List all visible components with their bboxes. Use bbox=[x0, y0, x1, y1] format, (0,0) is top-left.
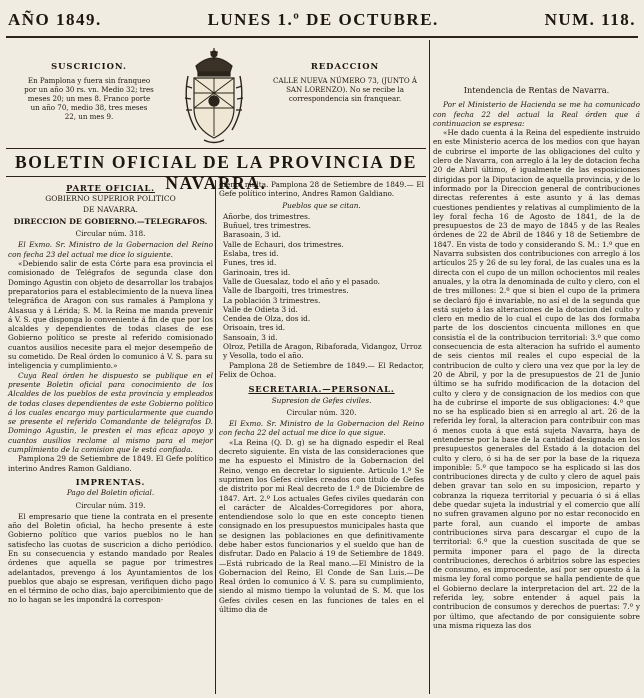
circular-318: Circular núm. 318. bbox=[75, 229, 146, 239]
list-item: Valle de Echauri, dos trimestres. bbox=[223, 239, 344, 249]
title-rule-top bbox=[6, 148, 426, 149]
list-item: Valle de Guesalaz, todo el año y el pasado. bbox=[223, 276, 380, 286]
column-1 bbox=[8, 180, 213, 694]
suscricion-text: En Pamplona y fuera sin franqueo por un año 30 rs. vn. Medio 32; tres meses 20; un mes 8. Franco porte un año 70, medio 38, tres meses 22, un mes 9. bbox=[24, 76, 154, 121]
list-item: Garinoain, tres id. bbox=[223, 267, 291, 277]
circular-319: Circular núm. 319. bbox=[75, 500, 146, 510]
circular-318-intro: El Exmo. Sr. Ministro de la Gobernacion del Reino con fecha 23 del actual me dice lo siguiente. bbox=[8, 240, 213, 259]
circular-319-body: El empresario que tiene la contrata en el presente año del Boletin oficial, ha hecho presente á este Gobierno político que varios pueblos no le han satisfecho las cuotas de suscricion a dicho periódico. En su consecuencia y estando mandado por Reales órdenes que aquella se pague por trimestres adelantados, prevengo á los Ayuntamientos de los pueblos que abajo se espresan, verifiquen dicho pago en el término de ocho dias, bajo apercibimiento que de no lo hagan se les impondrá la correspon- bbox=[8, 511, 213, 605]
title-rule-bottom bbox=[6, 176, 426, 177]
masthead-bar bbox=[8, 6, 636, 34]
redaccion-block bbox=[270, 62, 420, 103]
suscricion-title: SUSCRICION. bbox=[51, 61, 127, 71]
navarra-heading: DE NAVARRA. bbox=[83, 204, 138, 214]
pueblos-heading: Pueblos que se citan. bbox=[282, 200, 361, 210]
circular-318-body: «Debiendo salir de esta Córte para esa provincia el comisionado de Telégrafos de segunda clase don Domingo Agustin con objeto de desarrollar los trabajos preparatorios para el establecimiento de la nueva línea telegráfica de Aragon con sus ramales á Pamplona y Alsasua y á Lérida; S. M. la Reina me manda prevenir á V. S. que disponga lo conveniente á fin de que por los alcaldes y dependientes de todas clases de ese Gobierno político se preste al referido comisionado cuantos ausilios necesite para el mejor desempeño de su cometido. De Real órden lo comunico á V. S. para su inteligencia y cumplimiento.» bbox=[8, 259, 213, 371]
newspaper-title: BOLETIN OFICIAL DE LA PROVINCIA DE NAVARRA. bbox=[14, 152, 418, 193]
circular-320-intro: El Exmo. Sr. Ministro de la Gobernacion del Reino con fecha 22 del actual me dice lo que sigue. bbox=[219, 419, 424, 438]
gobierno-heading: GOBIERNO SUPERIOR POLITICO bbox=[45, 194, 176, 204]
list-item: Valle de Ibargoiti, tres trimestres. bbox=[223, 286, 349, 296]
list-item: Añorbe, dos trimestres. bbox=[223, 211, 311, 221]
list-item: Funes, tres id. bbox=[223, 258, 277, 268]
circular-319-cont: diente multa. Pamplona 28 de Setiembre de 1849.— El Gefe político interino, Andres Ramon Galdiano. bbox=[219, 180, 424, 199]
circular-320-body: «La Reina (Q. D. g) se ha dignado espedir el Real decreto siguiente. En vista de las consideraciones que me ha espuesto el Ministro de la Gobernacion del Reino, vengo en decretar lo siguiente. Articulo 1.º Se suprimen los Gefes civiles creados con titulo de Gefes de distrito por mi Real decreto de 1.º de Diciembre de 1847. Art. 2.º Los actuales Gefes civiles quedarán con el carácter de Alcaldes-Corregidores por ahora, entendiendose solo lo que en este concepto tienen consignado en los presupuestos municipales hasta que se designen las poblaciones en que definitivamente debe haber estos funcionarios y el sueldo que han de disfrutar. Dado en Palacio á 19 de Setiembre de 1849.—Está rubricado de la Real mano.—El Ministro de la Gobernacion del Reino, El Conde de San Luis.—De Real órden lo comunico á V. S. para su cumplimiento, siendo al mismo tiempo la voluntad de S. M. que los Gefes civiles cesen en las funciones de tales en el último dia de bbox=[219, 437, 424, 615]
right-column-divider bbox=[429, 40, 430, 694]
redaccion-title: REDACCION bbox=[310, 61, 380, 71]
list-item: Buñuel, tres trimestres. bbox=[223, 221, 312, 231]
secretaria-heading: SECRETARIA.—PERSONAL. bbox=[248, 384, 395, 395]
intendencia-heading: Intendencia de Rentas de Navarra. bbox=[463, 85, 610, 95]
masthead-rule bbox=[6, 36, 638, 38]
intendencia-body: «He dado cuenta á la Reina del espediente instruido en este Ministerio acerca de los medios con que hayan de cubrirse el importe de las obligaciones del culto y clero de Navarra, con arreglo á la ley de dotacion fecha 20 de Abril último, é igualmente de las esposiciones dirigidas por la Diputacion de aquella provincia, y de lo informado por la Direccion general de contribuciones directas referentes á este asunto y á las demas cuestiones pendientes y relativas al cumplimiento de la ley foral fecha 16 de Agosto de 1841, de la de presupuestos de 23 de mayo de 1845 y de las Reales órdenes de 22 de Abril de 1846 y 18 de Setiembre de 1847. En vista de todo y considerando S. M.: 1.º que en Navarra subsisten dos contribuciones con arreglo á los artículos 25 y 26 de su ley foral, de las cuales una es la directa con el cupo de un millon ochocientos mil reales anuales, y la otra la denominada de culto y clero, con el de tres millones: 2.º que si bien el cupo de la primera se declaró fijo é invariable, no así el de la segunda que está sujeto á las alteraciones de la dotacion del culto y clero en medio de lo cual el cupo de las dos formaba parte de los doscientos cincuenta millones en que consistía el de la contribucion territorial: 3.º que como consecuencia de esta alteracion ha sufrido el aumento de seis cientos mil reales el cupo especial de la contribucion de culto y clero una vez que por la ley de 20 de Abril, y por la de presupuestos de 21 de Junio último se ha sufrido modificacion de la dotacion del culto y clero y de consignacion de los medios con que ha de cubrirse el importe de sus obligaciones: 4.º que no se ha esplicado bien si en arreglo al art. 26 de la referida ley foral, la alteracion para contribuir con mas ó menos cuota á que está sujeta Navarra, haya de entenderse por la base de la cantidad designada en los presupuestos generales del Estado á la dotacion del culto y clero, ó si ha de ser por la base de la riqueza imponible: 5.º que tampoco se ha esplicado si las dos contribuciones directa y de culto y clero de aquel pais deben gravar tan solo en su imposicion, reparto y cobranza la riqueza territorial y pecuaria ó si á ellas debe quedar sujeta la industrial y el comercio que allí no sufren gravamen alguno por no estar reconocido en parte foral, aun cuando el importe de ambas contribuciones sirva para descargar el cupo de la territorial: 6.º que la cuestion suscitada de que se permita imponer para el pago de la directa contribuciones, derechos ó arbitrios sobre las especies de consumo, es improcedente, así por ser opuesto á la misma ley foral como porque se halla pendiente de que el Gobierno declare la interpretacion del art. 22 de la referida ley, sobre entender á aquel pais la contribucion de consumos y derechos de puertas: 7.º y por último, que afectando de por consiguiente sobre una misma riqueza las dos bbox=[433, 128, 640, 630]
circular-320: Circular núm. 320. bbox=[286, 407, 357, 417]
list-item: Sansoain, 3 id. bbox=[223, 332, 278, 342]
list-item: Olroz, Petilla de Aragon, Ribaforada, Vidangoz, Urroz y Vesolla, todo el año. bbox=[223, 342, 422, 361]
issue-year: AÑO 1849. bbox=[8, 10, 102, 29]
column-divider bbox=[215, 180, 216, 694]
main-area bbox=[6, 40, 426, 694]
list-item: Orisoain, tres id. bbox=[223, 323, 286, 333]
circular-318-sign: Pamplona 29 de Setiembre de 1849. El Gefe político interino Andres Ramon Galdiano. bbox=[8, 454, 213, 473]
pueblos-list bbox=[219, 212, 424, 361]
pueblos-sign: Pamplona 28 de Setiembre de 1849.— El Redactor, Felix de Ochoa. bbox=[219, 360, 424, 379]
redaccion-text: CALLE NUEVA NÚMERO 73, (JUNTO Á SAN LORENZO). No se recibe la correspondencia sin franquear. bbox=[272, 76, 418, 103]
imprentas-heading: IMPRENTAS. bbox=[75, 476, 146, 487]
supresion-heading: Supresion de Gefes civiles. bbox=[271, 395, 372, 405]
list-item: Valle de Odieta 3 id. bbox=[223, 304, 298, 314]
issue-date: LUNES 1.º DE OCTUBRE. bbox=[207, 10, 439, 29]
coat-of-arms-icon bbox=[174, 46, 254, 146]
suscricion-block bbox=[24, 62, 154, 121]
list-item: Barasoain, 3 id. bbox=[223, 230, 281, 240]
column-3 bbox=[433, 40, 640, 694]
list-item: La población 3 trimestres. bbox=[223, 295, 321, 305]
column-2 bbox=[219, 180, 424, 694]
pago-heading: Pago del Boletin oficial. bbox=[66, 488, 155, 498]
intendencia-intro: Por el Ministerio de Hacienda se me ha comunicado con fecha 22 del actual la Real órden que á continuacion se espresa: bbox=[433, 100, 640, 128]
list-item: Eslaba, tres id. bbox=[223, 249, 279, 259]
parte-oficial-heading: PARTE OFICIAL. bbox=[66, 183, 155, 193]
issue-number: NUM. 118. bbox=[544, 10, 636, 29]
list-item: Cendea de Olza, dos id. bbox=[223, 314, 311, 324]
circular-318-closing: Cuya Real órden he dispuesto se publique en el presente Boletin oficial para conocimiento de los Alcaldes de los pueblos de esta provincia y empleados de todas clases dependientes de este Gobierno político á los cuales encargo muy particularmente que cuando se presente el referido Comandante de telégrafos D. Domingo Agustin, le presten el mas eficaz apoyo y cuantos ausilios reclame al mismo para el mejor cumplimiento de la comision que le está confiada. bbox=[8, 370, 213, 455]
direccion-heading: DIRECCION DE GOBIERNO.—TELEGRAFOS. bbox=[13, 216, 208, 226]
